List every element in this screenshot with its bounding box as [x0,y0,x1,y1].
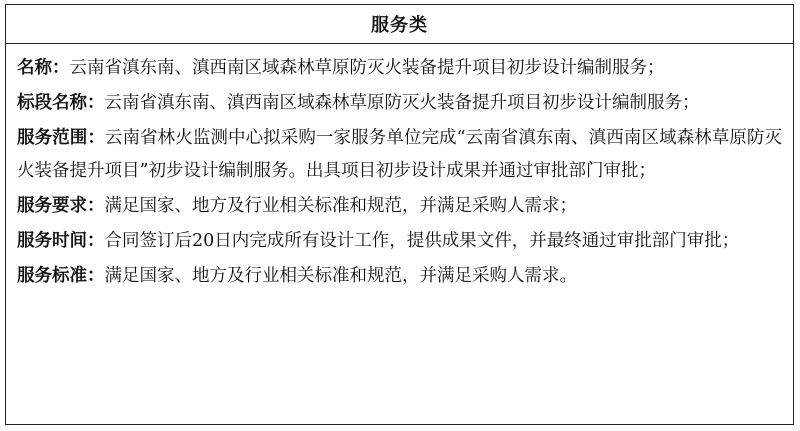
row-value: 合同签订后20日内完成所有设计工作，提供成果文件，并最终通过审批部门审批； [104,231,740,251]
table-body [6,44,793,293]
row-label: 标段名称： [17,93,105,113]
service-table [5,4,794,425]
row-lot-name [17,87,782,120]
row-value: 云南省滇东南、滇西南区域森林草原防灭火装备提升项目初步设计编制服务； [104,93,700,113]
row-label: 名称： [17,58,70,78]
row-value: 满足国家、地方及行业相关标准和规范，并满足采购人需求； [104,196,577,216]
row-service-scope [17,122,782,188]
row-service-requirements [17,190,782,223]
row-label: 服务要求： [17,196,105,216]
row-value: 云南省滇东南、滇西南区域森林草原防灭火装备提升项目初步设计编制服务； [69,58,665,78]
row-service-standard [17,260,782,293]
row-label: 服务范围： [17,128,105,148]
row-value: 满足国家、地方及行业相关标准和规范，并满足采购人需求。 [104,266,577,286]
table-title: 服务类 [6,5,793,44]
row-label: 服务标准： [17,266,105,286]
row-label: 服务时间： [17,231,105,251]
row-service-time [17,225,782,258]
row-value: 云南省林火监测中心拟采购一家服务单位完成“云南省滇东南、滇西南区域森林草原防灭火装备提升项目”初步设计编制服务。出具项目初步设计成果并通过审批部门审批； [17,128,782,181]
row-name [17,52,782,85]
